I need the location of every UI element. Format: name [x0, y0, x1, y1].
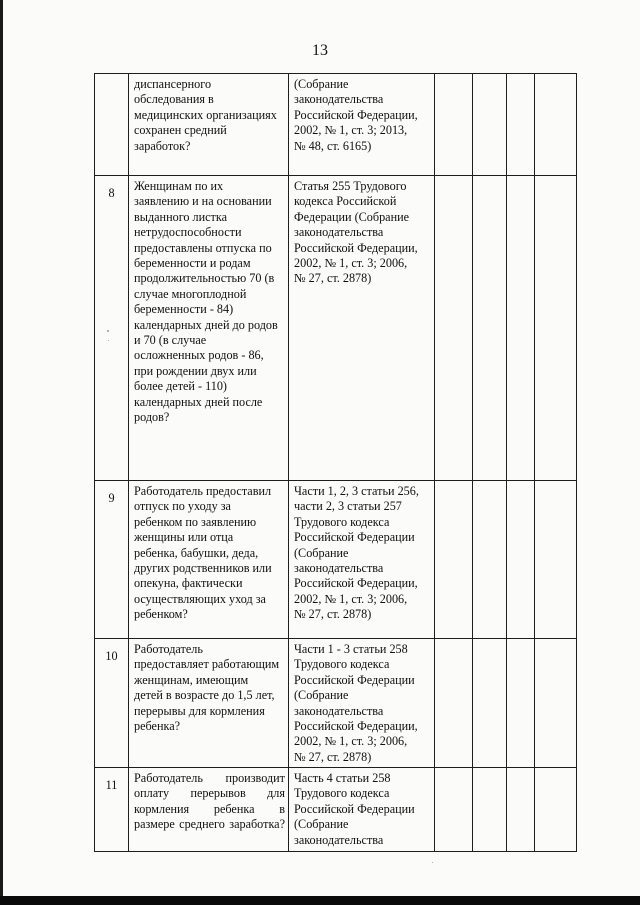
row-number: 11 [95, 768, 129, 852]
scan-speck [432, 862, 433, 863]
question-cell: Работодатель производит оплату перерывов для кормления ребенка в размере среднего заработка? [129, 768, 289, 852]
checklist-table [94, 73, 577, 852]
table-row [95, 176, 577, 481]
row-number: 8 [95, 176, 129, 481]
notes-cell [535, 639, 577, 768]
answer-no-cell [473, 74, 507, 176]
question-cell: диспансерного обследования в медицинских организациях сохранен средний заработок? [129, 74, 289, 176]
scan-bottom-edge [0, 896, 640, 905]
answer-no-cell [473, 176, 507, 481]
answer-yes-cell [435, 74, 473, 176]
reference-cell: Статья 255 Трудового кодекса Российской Федерации (Собрание законодательства Российской Федерации, 2002, № 1, ст. 3; 2006, № 27, ст. 2878) [289, 176, 435, 481]
answer-no-cell [473, 639, 507, 768]
page-number: 13 [312, 42, 328, 59]
reference-cell: Часть 4 статьи 258 Трудового кодекса Российской Федерации (Собрание законодательства [289, 768, 435, 852]
reference-cell: (Собрание законодательства Российской Федерации, 2002, № 1, ст. 3; 2013, № 48, ст. 6165) [289, 74, 435, 176]
scan-left-edge [0, 0, 3, 905]
answer-yes-cell [435, 481, 473, 639]
reference-cell: Части 1 - 3 статьи 258 Трудового кодекса Российской Федерации (Собрание законодательства Российской Федерации, 2002, № 1, ст. 3; 2006, № 27, ст. 2878) [289, 639, 435, 768]
table-row [95, 74, 577, 176]
notes-cell [535, 176, 577, 481]
answer-no-cell [473, 481, 507, 639]
table-row [95, 481, 577, 639]
table-row [95, 768, 577, 852]
question-cell: Женщинам по их заявлению и на основании выданного листка нетрудоспособности предоставлены отпуска по беременности и родам продолжительностью 70 (в случае многоплодной беременности - 84) календарных дней до родов и 70 (в случае осложненных родов - 86, при рождении двух или более детей - 110) календарных дней после родов? [129, 176, 289, 481]
question-cell: Работодатель предоставляет работающим женщинам, имеющим детей в возрасте до 1,5 лет, перерывы для кормления ребенка? [129, 639, 289, 768]
answer-na-cell [507, 176, 535, 481]
answer-na-cell [507, 639, 535, 768]
notes-cell [535, 481, 577, 639]
answer-na-cell [507, 768, 535, 852]
row-number: 9 [95, 481, 129, 639]
table-row [95, 639, 577, 768]
scan-speck [108, 340, 109, 341]
scan-speck [107, 330, 109, 332]
answer-no-cell [473, 768, 507, 852]
answer-yes-cell [435, 639, 473, 768]
answer-yes-cell [435, 176, 473, 481]
answer-na-cell [507, 481, 535, 639]
notes-cell [535, 768, 577, 852]
row-number [95, 74, 129, 176]
row-number: 10 [95, 639, 129, 768]
answer-na-cell [507, 74, 535, 176]
answer-yes-cell [435, 768, 473, 852]
notes-cell [535, 74, 577, 176]
reference-cell: Части 1, 2, 3 статьи 256, части 2, 3 статьи 257 Трудового кодекса Российской Федерации (Собрание законодательства Российской Федерации, 2002, № 1, ст. 3; 2006, № 27, ст. 2878) [289, 481, 435, 639]
question-cell: Работодатель предоставил отпуск по уходу за ребенком по заявлению женщины или отца ребенка, бабушки, деда, других родственников или опекуна, фактически осуществляющих уход за ребенком? [129, 481, 289, 639]
